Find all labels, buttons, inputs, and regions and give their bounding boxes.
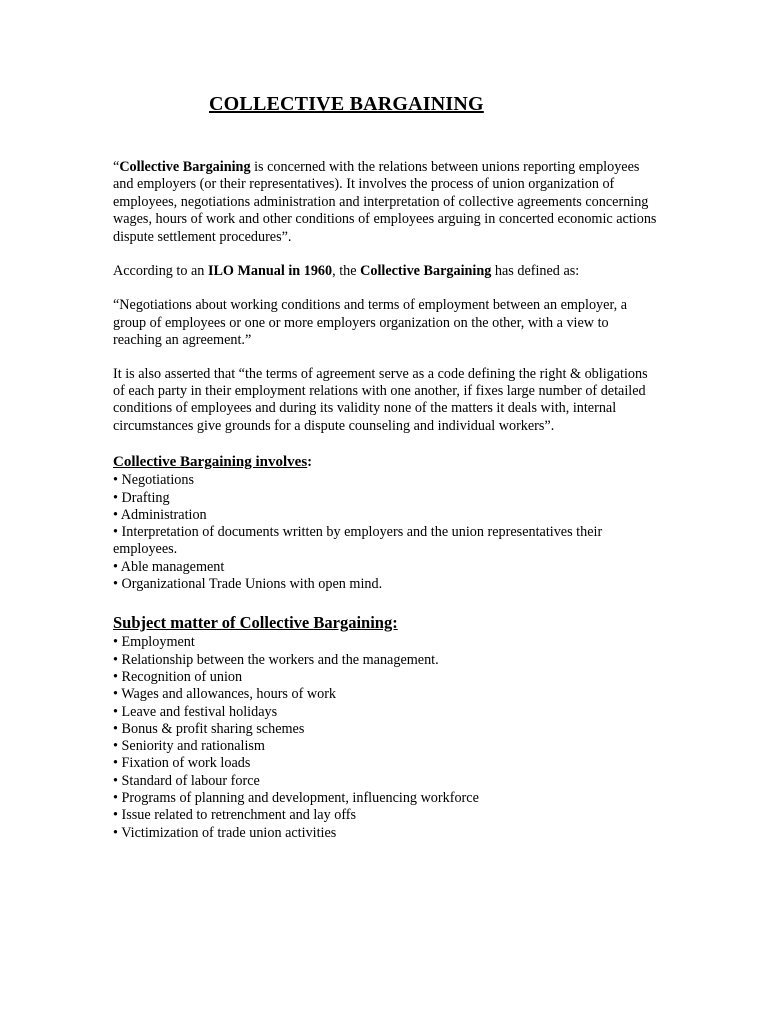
list-item: • Wages and allowances, hours of work: [113, 686, 337, 703]
involves-list: [113, 472, 658, 593]
ilo-source: ILO Manual in 1960: [207, 263, 333, 280]
involves-heading: [113, 452, 658, 472]
list-item: • Bonus & profit sharing schemes: [113, 720, 305, 737]
ilo-suffix: has defined as:: [491, 263, 580, 280]
list-item: • Leave and festival holidays: [113, 703, 278, 720]
list-item: • Victimization of trade union activities: [113, 824, 337, 841]
ilo-prefix: According to an: [113, 263, 208, 280]
definition-quote: “Negotiations about working conditions and terms of employment between an employer, a group of employees or one or more employers organization on the other, with a view to reaching an agreement.”: [113, 297, 627, 349]
list-item: • Administration: [113, 506, 207, 523]
intro-paragraph: [113, 159, 658, 246]
list-item: • Relationship between the workers and the management.: [113, 651, 439, 668]
list-item: • Able management: [113, 558, 225, 575]
subject-matter-list: [113, 634, 658, 842]
ilo-paragraph: [113, 263, 658, 280]
list-item: • Fixation of work loads: [113, 755, 251, 772]
list-item: • Interpretation of documents written by employers and the union representatives their employees.: [113, 524, 603, 558]
assertion-paragraph: It is also asserted that “the terms of agreement serve as a code defining the right & obligations of each party in their employment relations with one another, if fixes large number of detailed conditions of employees and during its validity none of the matters it deals with, internal circumstances give grounds for a dispute counseling and individual workers”.: [113, 365, 648, 434]
document-title: COLLECTIVE BARGAINING: [209, 93, 484, 115]
open-quote: “: [113, 159, 120, 175]
list-item: • Drafting: [113, 489, 170, 506]
involves-heading-colon: :: [307, 454, 313, 471]
list-item: • Organizational Trade Unions with open mind.: [113, 576, 383, 593]
list-item: • Recognition of union: [113, 668, 243, 685]
list-item: • Programs of planning and development, influencing workforce: [113, 790, 479, 807]
ilo-term: Collective Bargaining: [360, 263, 492, 280]
document-page: [113, 90, 658, 842]
involves-heading-text: Collective Bargaining involves: [113, 454, 308, 471]
list-item: • Employment: [113, 634, 195, 651]
list-item: • Negotiations: [113, 472, 195, 489]
subject-matter-heading: Subject matter of Collective Bargaining:: [113, 613, 398, 633]
list-item: • Standard of labour force: [113, 772, 260, 789]
list-item: • Seniority and rationalism: [113, 738, 265, 755]
list-item: • Issue related to retrenchment and lay offs: [113, 807, 357, 824]
intro-text: is concerned with the relations between unions reporting employees and employers (or their representatives). It involves the process of union organization of employees, negotiations administration and interpretation of collective agreements concerning wages, hours of work and other conditions of employees arguing in concerted economic actions dispute settlement procedures”.: [113, 159, 657, 245]
ilo-middle: , the: [332, 263, 361, 280]
intro-term: Collective Bargaining: [119, 159, 251, 175]
